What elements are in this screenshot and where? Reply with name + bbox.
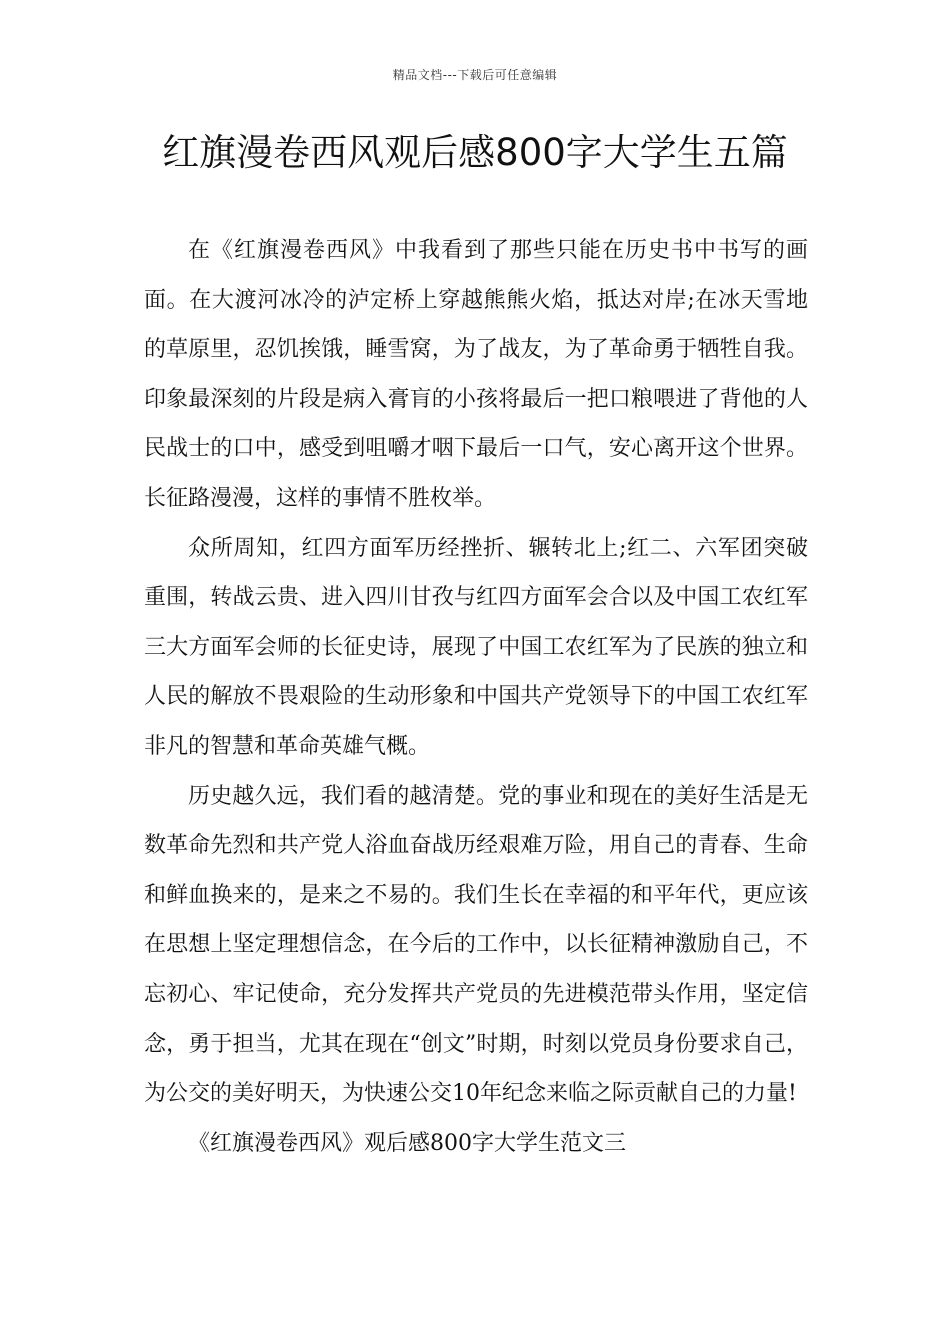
paragraph-1: 在《红旗漫卷西风》中我看到了那些只能在历史书中书写的画面。在大渡河冰冷的泸定桥上穿越熊熊火焰，抵达对岸;在冰天雪地的草原里，忍饥挨饿，睡雪窝，为了战友，为了革命勇于牺牲自我。印象最深刻的片段是病入膏肓的小孩将最后一把口粮喂进了背他的人民战士的口中，感受到咀嚼才咽下最后一口气，安心离开这个世界。长征路漫漫，这样的事情不胜枚举。: [144, 238, 808, 511]
section-heading: 《红旗漫卷西风》观后感800字大学生范文三: [188, 1130, 626, 1156]
document-title: 红旗漫卷西风观后感800字大学生五篇: [162, 131, 788, 174]
paragraph-2: 众所周知，红四方面军历经挫折、辗转北上;红二、六军团突破重围，转战云贵、进入四川甘孜与红四方面军会合以及中国工农红军三大方面军会师的长征史诗，展现了中国工农红军为了民族的独立和人民的解放不畏艰险的生动形象和中国共产党领导下的中国工农红军非凡的智慧和革命英雄气概。: [144, 535, 808, 759]
header-note: 精品文档---下载后可任意编辑: [392, 68, 558, 82]
paragraph-3: 历史越久远，我们看的越清楚。党的事业和现在的美好生活是无数革命先烈和共产党人浴血奋战历经艰难万险，用自己的青春、生命和鲜血换来的，是来之不易的。我们生长在幸福的和平年代，更应该在思想上坚定理想信念，在今后的工作中，以长征精神激励自己，不忘初心、牢记使命，充分发挥共产党员的先进模范带头作用，坚定信念，勇于担当，尤其在现在“创文”时期，时刻以党员身份要求自己，为公交的美好明天，为快速公交10年纪念来临之际贡献自己的力量!: [144, 783, 808, 1107]
document-body: [144, 226, 808, 1168]
